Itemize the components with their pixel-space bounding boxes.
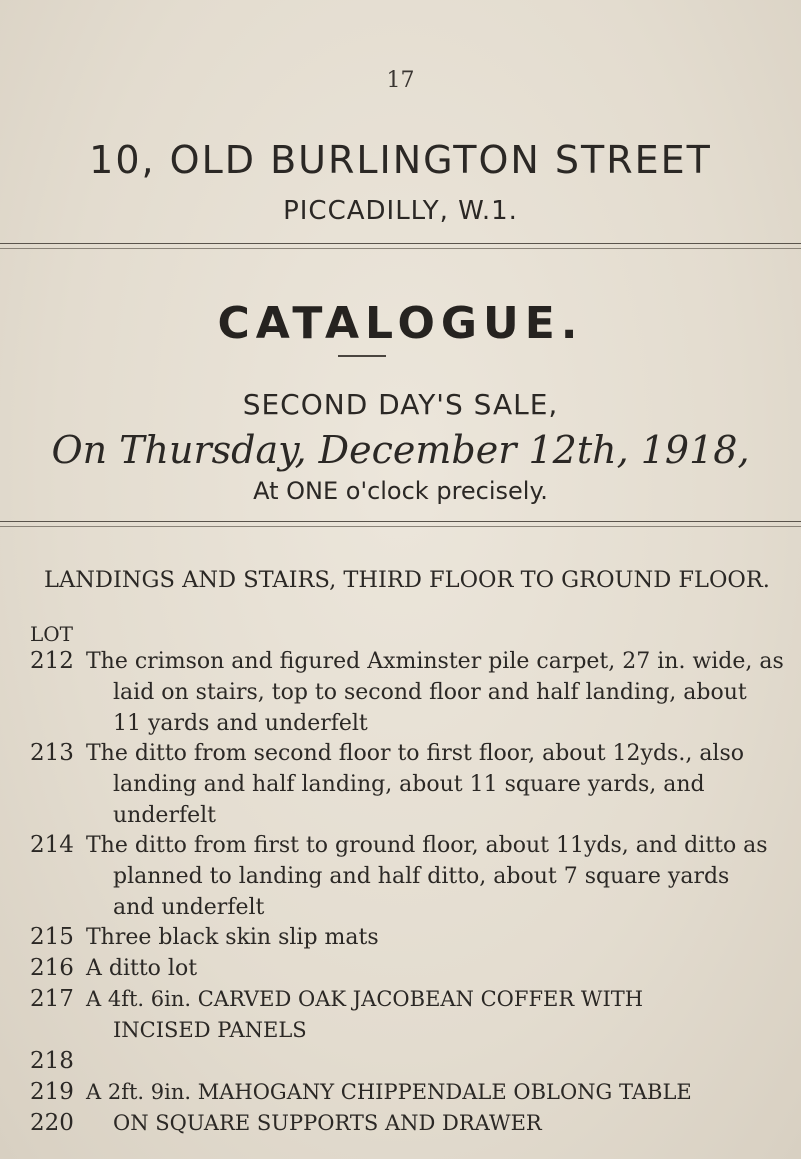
title-ornament-dash — [338, 355, 386, 357]
lot-description-line: underfelt — [113, 803, 216, 828]
sale-date: On Thursday, December 12th, 1918, — [51, 428, 750, 472]
lot-description-line: and underfelt — [113, 895, 265, 920]
lot-description — [86, 738, 786, 831]
lot-description-line: The ditto from first to ground floor, about 11yds, and ditto as — [86, 833, 768, 858]
lot-number: 216 — [30, 955, 74, 981]
lot-description-line: A ditto lot — [86, 956, 198, 981]
page-number: 17 — [386, 68, 415, 93]
sale-time: At ONE o'clock precisely. — [253, 477, 548, 505]
lot-description-line: A 4ft. 6in. CARVED OAK JACOBEAN COFFER WITH — [86, 987, 644, 1011]
lot-description — [86, 830, 786, 923]
lot-description-line: A 2ft. 9in. MAHOGANY CHIPPENDALE OBLONG TABLE — [86, 1080, 692, 1104]
lot-description-line: landing and half landing, about 11 square yards, and — [113, 772, 705, 797]
address-district: PICCADILLY, W.1. — [283, 196, 518, 226]
lot-description — [86, 953, 786, 984]
lot-description-line: 11 yards and underfelt — [113, 711, 368, 736]
address-street: 10, OLD BURLINGTON STREET — [89, 138, 712, 182]
divider-top — [0, 243, 801, 249]
lot-number: 215 — [30, 924, 74, 950]
lot-description-line: The crimson and figured Axminster pile carpet, 27 in. wide, as — [86, 649, 784, 674]
lot-number: 219 — [30, 1079, 74, 1105]
catalogue-title: CATALOGUE. — [217, 298, 584, 349]
divider-bottom — [0, 521, 801, 527]
lot-description-line: INCISED PANELS — [113, 1018, 307, 1042]
lot-description — [86, 646, 786, 739]
lot-number: 212 — [30, 648, 74, 674]
lot-number: 214 — [30, 832, 74, 858]
lot-description — [86, 984, 786, 1046]
lot-description-line: planned to landing and half ditto, about 7 square yards — [113, 864, 730, 889]
lot-description-line: ON SQUARE SUPPORTS AND DRAWER — [113, 1111, 542, 1135]
lot-number: 217 — [30, 986, 74, 1012]
lot-description-line: laid on stairs, top to second floor and half landing, about — [113, 680, 747, 705]
sale-day: SECOND DAY'S SALE, — [242, 388, 559, 421]
lot-description — [86, 1077, 786, 1139]
lot-number: 220 — [30, 1110, 74, 1136]
lot-column-header: LOT — [30, 622, 74, 646]
lot-number: 218 — [30, 1048, 74, 1074]
lot-description-line: Three black skin slip mats — [86, 925, 379, 950]
section-heading: LANDINGS AND STAIRS, THIRD FLOOR TO GROUND FLOOR. — [44, 567, 770, 593]
lot-number: 213 — [30, 740, 74, 766]
lot-description-line: The ditto from second floor to first floor, about 12yds., also — [86, 741, 745, 766]
lot-description — [86, 922, 786, 953]
